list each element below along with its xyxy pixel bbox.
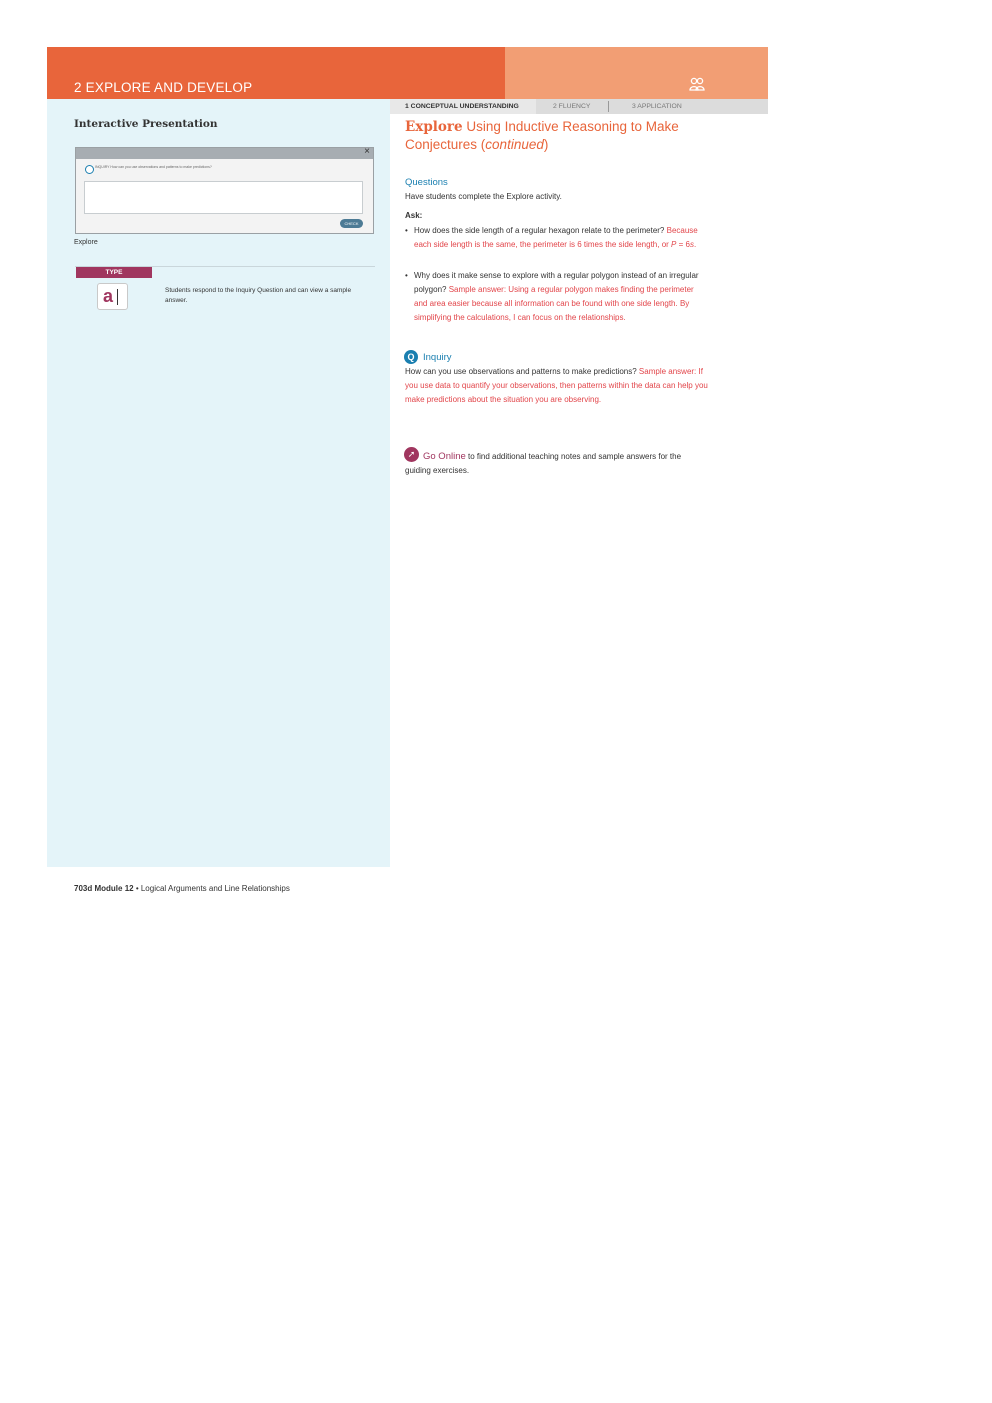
page-number: 703d <box>74 884 93 893</box>
interactive-presentation-title: Interactive Presentation <box>74 118 218 130</box>
inquiry-text <box>405 365 710 407</box>
module-title: Logical Arguments and Line Relationships <box>140 884 290 893</box>
inquiry-question: How can you use observations and patterns to make predictions? <box>405 367 639 376</box>
go-online-description: to find additional teaching notes and sample answers for the guiding exercises. <box>405 452 682 475</box>
answer-text: Sample answer: Using a regular polygon makes finding the perimeter and area easier because all information can be found with one side length. By simplifying the calculations, I can focus on the relationships. <box>414 285 694 322</box>
section-title: 2 EXPLORE AND DEVELOP <box>74 80 253 95</box>
type-badge: TYPE <box>76 267 152 278</box>
questions-heading: Questions <box>405 177 448 188</box>
inquiry-heading: Inquiry <box>423 352 452 363</box>
thumbnail-caption: Explore <box>74 239 98 246</box>
inquiry-icon: Q <box>404 350 418 364</box>
go-online-text <box>405 450 705 478</box>
thumbnail-check-button: CHECK <box>340 219 363 228</box>
question-item: • How does the side length of a regular hexagon relate to the perimeter? Because each side length is the same, the perimeter is 6 times the side length, or P = 6s. <box>405 226 698 249</box>
cursor-click-icon: ➚ <box>404 447 419 462</box>
module-label: Module 12 <box>94 884 134 893</box>
ask-label: Ask: <box>405 211 423 220</box>
thumbnail-answer-box <box>84 181 363 214</box>
tab-conceptual-understanding: 1 CONCEPTUAL UNDERSTANDING <box>390 99 536 114</box>
type-description: Students respond to the Inquiry Question and can view a sample answer. <box>165 287 352 304</box>
questions-intro: Have students complete the Explore activity. <box>405 192 562 201</box>
presentation-thumbnail <box>75 147 374 234</box>
answer-text: Because each side length is the same, the perimeter is 6 times the side length, or P = 6s. <box>414 226 698 249</box>
group-icon <box>689 77 705 91</box>
page-footer <box>74 884 290 893</box>
heading-close: ) <box>543 137 549 152</box>
text-cursor-icon <box>117 289 118 305</box>
question-text: How does the side length of a regular hexagon relate to the perimeter? <box>414 226 667 235</box>
tab-fluency: 2 FLUENCY <box>553 103 591 110</box>
tab-application: 3 APPLICATION <box>632 103 682 110</box>
inquiry-icon <box>85 165 94 174</box>
heading-continued: continued <box>485 137 544 152</box>
question-text: Why does it make sense to explore with a regular polygon instead of an irregular polygon? <box>414 271 699 294</box>
question-item: • Why does it make sense to explore with a regular polygon instead of an irregular polygon? Sample answer: Using a regular polygon makes finding the perimeter and area easier because all information can be found with one side length. By simplifying the calculations, I can focus on the relationships. <box>405 271 699 322</box>
thumbnail-question: INQUIRY How can you use observations and patterns to make predictions? <box>95 165 212 169</box>
heading-title: Using Inductive Reasoning to Make Conjectures ( <box>405 119 679 152</box>
progression-tabs <box>390 99 768 114</box>
go-online-link[interactable]: Go Online <box>423 451 466 462</box>
type-text-icon <box>97 283 128 310</box>
tab-separator <box>608 101 609 112</box>
heading-explore: Explore <box>405 119 463 135</box>
header-banner-accent <box>505 47 768 99</box>
footer-separator: • <box>133 884 141 893</box>
inquiry-answer: Sample answer: If you use data to quantify your observations, then patterns within the data can help you make predictions about the situation you are observing. <box>405 367 708 404</box>
close-icon: × <box>364 146 370 157</box>
type-icon-letter: a <box>103 286 114 306</box>
thumbnail-title-bar <box>76 148 373 159</box>
page-heading <box>405 118 735 153</box>
